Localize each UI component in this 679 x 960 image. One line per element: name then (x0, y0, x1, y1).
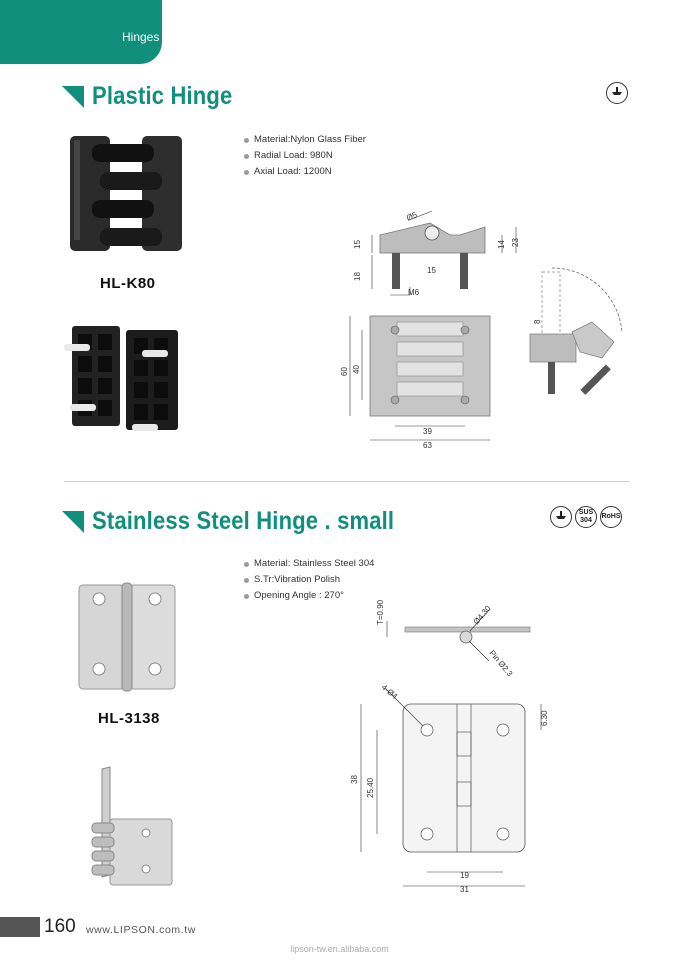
dim-label: 40 (352, 365, 361, 374)
product-image-hl-k80-front (62, 130, 192, 260)
title-marker-icon (62, 86, 84, 108)
model-label: HL-K80 (100, 275, 156, 292)
model-label: HL-3138 (98, 710, 160, 727)
spec-item: Opening Angle : 270° (244, 588, 374, 604)
dim-label: 15 (353, 240, 362, 249)
dim-label: 18 (353, 272, 362, 281)
spec-item: S.Tr:Vibration Polish (244, 572, 374, 588)
dim-label: 4-Ø4 (379, 682, 400, 701)
dim-label: 38 (350, 775, 359, 784)
product-image-hl-3138-open (73, 577, 183, 697)
spec-item: Radial Load: 980N (244, 148, 366, 164)
dim-label: 15 (427, 266, 436, 275)
rohs-badge: RoHS (600, 506, 622, 528)
dim-label: T=0.90 (376, 599, 385, 625)
sus304-badge: SUS 304 (575, 506, 597, 528)
website-link[interactable]: www.LIPSON.com.tw (86, 924, 196, 936)
dim-label: 63 (423, 441, 432, 450)
dim-label: Pin Ø2.3 (487, 648, 515, 679)
product-image-hl-3138-folded (76, 765, 186, 895)
spec-item: Axial Load: 1200N (244, 164, 366, 180)
category-tab-label: Hinges (122, 30, 160, 44)
dim-label: 19 (460, 871, 469, 880)
dim-label: Ø5 (405, 210, 419, 223)
badge-group-plastic (606, 82, 628, 104)
screwdriver-icon (550, 506, 572, 528)
footer-bar (0, 917, 40, 937)
product-image-hl-k80-back (62, 322, 192, 437)
dim-label: 8 (533, 319, 542, 324)
dim-label: 25.40 (366, 777, 375, 798)
dim-label: 6.30 (540, 710, 549, 726)
section-title-stainless-hinge (62, 507, 435, 536)
section-heading: Plastic Hinge (92, 82, 233, 110)
badge-group-stainless (550, 506, 622, 528)
watermark: lipson-tw.en.alibaba.com (290, 944, 389, 954)
dim-label: 14 (497, 240, 506, 249)
drawing-front-view-plastic (335, 308, 495, 448)
dim-label: 39 (423, 427, 432, 436)
spec-item: Material: Stainless Steel 304 (244, 556, 374, 572)
section-heading: Stainless Steel Hinge . small (92, 507, 395, 535)
dim-label: 60 (340, 367, 349, 376)
screwdriver-icon (606, 82, 628, 104)
page-number: 160 (44, 916, 76, 937)
drawing-side-view-stainless (365, 595, 555, 685)
dim-label: M6 (408, 288, 420, 297)
spec-list-stainless (244, 556, 374, 604)
dim-label: Ø4.30 (471, 603, 493, 627)
drawing-front-view-stainless (345, 682, 555, 892)
drawing-rotation-view-plastic (522, 262, 642, 412)
section-divider (64, 481, 630, 482)
category-tab[interactable] (0, 0, 162, 64)
spec-item: Material:Nylon Glass Fiber (244, 132, 366, 148)
dim-label: 23 (511, 238, 520, 247)
spec-list-plastic (244, 132, 366, 180)
section-title-plastic-hinge (62, 82, 252, 111)
dim-label: 31 (460, 885, 469, 894)
drawing-side-view-plastic (350, 205, 530, 295)
title-marker-icon (62, 511, 84, 533)
